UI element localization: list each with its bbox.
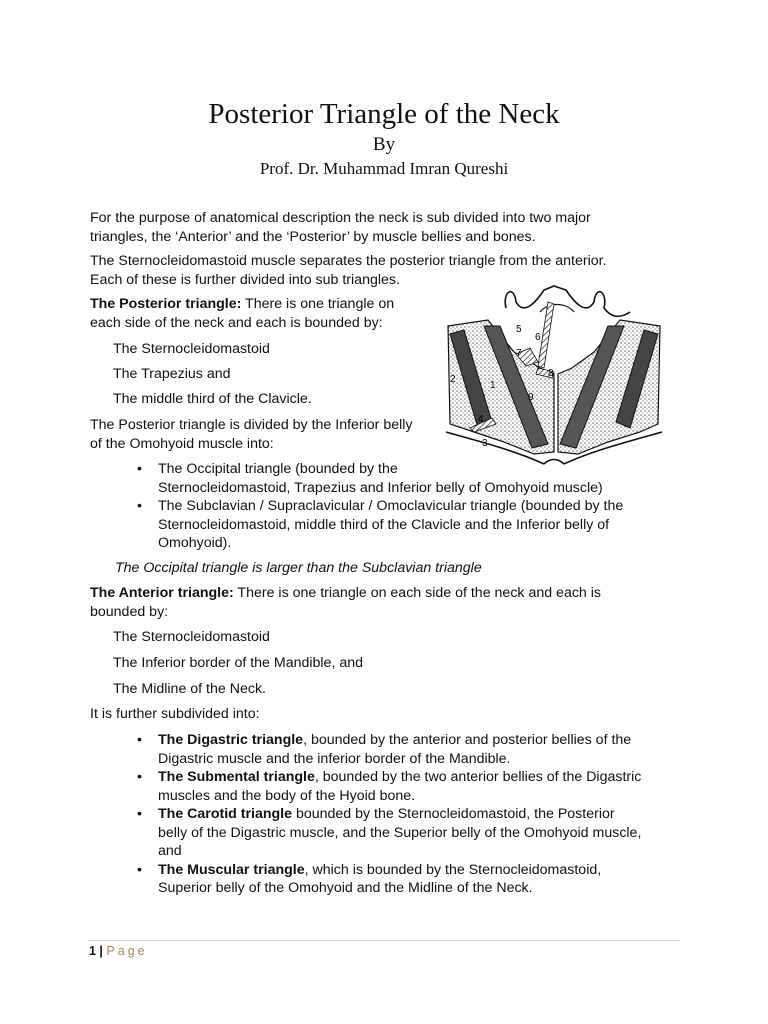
anterior-line1-rest: There is one triangle on each side of the neck and each is	[233, 585, 602, 601]
intro-p1-line2: triangles, the ‘Anterior’ and the ‘Posterior’ by muscle bellies and bones.	[90, 228, 536, 245]
list-item-line	[158, 805, 641, 824]
bullet-icon: •	[137, 806, 142, 822]
author-name: Prof. Dr. Muhammad Imran Qureshi	[259, 159, 509, 178]
list-item-line: Sternocleidomastoid, middle third of the Clavicle and the Inferior belly of	[158, 516, 610, 533]
list-item-term: The Carotid triangle	[158, 806, 293, 822]
list-item-text: bounded by the Sternocleidomastoid, the Posterior	[292, 806, 615, 822]
neck-triangles-diagram	[444, 282, 664, 470]
bullet-icon: •	[137, 861, 142, 878]
posterior-note: The Occipital triangle is larger than the Subclavian triangle	[115, 560, 482, 576]
list-item-line: Omohyoid).	[158, 535, 232, 551]
anterior-line1	[90, 584, 601, 603]
diagram-label: 4	[478, 414, 484, 425]
posterior-line1-rest: There is one triangle on	[241, 296, 395, 312]
posterior-bound-2: The Trapezius and	[113, 366, 231, 382]
anterior-bound-2: The Inferior border of the Mandible, and	[113, 655, 364, 671]
footer-divider	[88, 940, 680, 941]
anterior-bound-3: The Midline of the Neck.	[113, 681, 266, 697]
page-number: 1	[89, 944, 96, 958]
posterior-division-line1: The Posterior triangle is divided by the Inferior belly	[90, 417, 413, 433]
list-item	[137, 497, 623, 553]
jaw-outline	[505, 286, 630, 316]
list-item	[137, 861, 641, 898]
bullet-icon: •	[137, 732, 142, 748]
anterior-intro	[90, 584, 601, 621]
list-item-term: The Digastric triangle	[158, 732, 304, 748]
list-item-line: The Subclavian / Supraclavicular / Omoclavicular triangle (bounded by the	[158, 498, 624, 514]
title-block	[0, 96, 768, 180]
list-item	[137, 731, 641, 768]
list-item-line: belly of the Digastric muscle, and the Superior belly of the Omohyoid muscle,	[158, 824, 642, 841]
list-item-line	[158, 861, 641, 880]
diagram-label: 2	[450, 374, 456, 385]
posterior-heading: The Posterior triangle:	[90, 296, 242, 312]
anterior-bound-1: The Sternocleidomastoid	[113, 629, 270, 645]
intro-paragraph-1	[90, 209, 591, 246]
posterior-line2: each side of the neck and each is bounded by:	[90, 314, 383, 331]
bullet-icon: •	[137, 461, 142, 477]
list-item-text: , bounded by the two anterior bellies of the Digastric	[314, 769, 642, 785]
posterior-division-line2: of the Omohyoid muscle into:	[90, 435, 274, 452]
intro-p2-line2: Each of these is further divided into sub triangles.	[90, 271, 400, 288]
list-item	[137, 805, 641, 861]
intro-p2-line1: The Sternocleidomastoid muscle separates the posterior triangle from the anterior.	[90, 253, 607, 269]
list-item-line: muscles and the body of the Hyoid bone.	[158, 787, 416, 804]
list-item-line	[158, 731, 641, 750]
diagram-label: 5	[516, 324, 522, 335]
footer-separator: |	[95, 944, 107, 958]
posterior-line1	[90, 295, 394, 314]
diagram-label: 7	[516, 348, 522, 359]
anterior-heading: The Anterior triangle:	[90, 585, 234, 601]
anterior-line2: bounded by:	[90, 603, 169, 620]
diagram-label: 8	[548, 368, 554, 379]
list-item-line: and	[158, 843, 182, 859]
intro-p1-line1: For the purpose of anatomical description the neck is sub divided into two major	[90, 210, 591, 226]
list-item-text: , which is bounded by the Sternocleidomastoid,	[304, 861, 602, 878]
page-footer	[89, 944, 148, 958]
list-item-line	[158, 768, 641, 787]
list-item-line: The Occipital triangle (bounded by the	[158, 461, 398, 477]
list-item-line: Sternocleidomastoid, Trapezius and Inferior belly of Omohyoid muscle)	[158, 479, 603, 496]
list-item-term: The Muscular triangle	[158, 861, 305, 878]
list-item-line: Superior belly of the Omohyoid and the Midline of the Neck.	[158, 880, 533, 896]
anterior-subdivided: It is further subdivided into:	[90, 706, 260, 722]
diagram-label: 6	[535, 332, 541, 343]
bullet-icon: •	[137, 769, 142, 785]
list-item-line: Digastric muscle and the inferior border of the Mandible.	[158, 750, 511, 767]
posterior-intro	[90, 295, 394, 332]
diagram-label: 3	[482, 438, 488, 449]
document-title: Posterior Triangle of the Neck	[208, 98, 560, 130]
list-item-text: , bounded by the anterior and posterior bellies of the	[303, 732, 632, 748]
diagram-label: 1	[490, 380, 496, 391]
bullet-icon: •	[137, 498, 142, 514]
posterior-subtriangle-list	[137, 460, 623, 553]
list-item-term: The Submental triangle	[158, 769, 315, 785]
posterior-bound-1: The Sternocleidomastoid	[113, 341, 270, 357]
page-word: Page	[106, 944, 148, 958]
list-item	[137, 768, 641, 805]
posterior-division	[90, 416, 413, 453]
anterior-subtriangle-list	[137, 731, 641, 898]
diagram-label: 9	[528, 392, 534, 403]
posterior-bound-3: The middle third of the Clavicle.	[113, 391, 312, 407]
by-line: By	[372, 134, 396, 155]
